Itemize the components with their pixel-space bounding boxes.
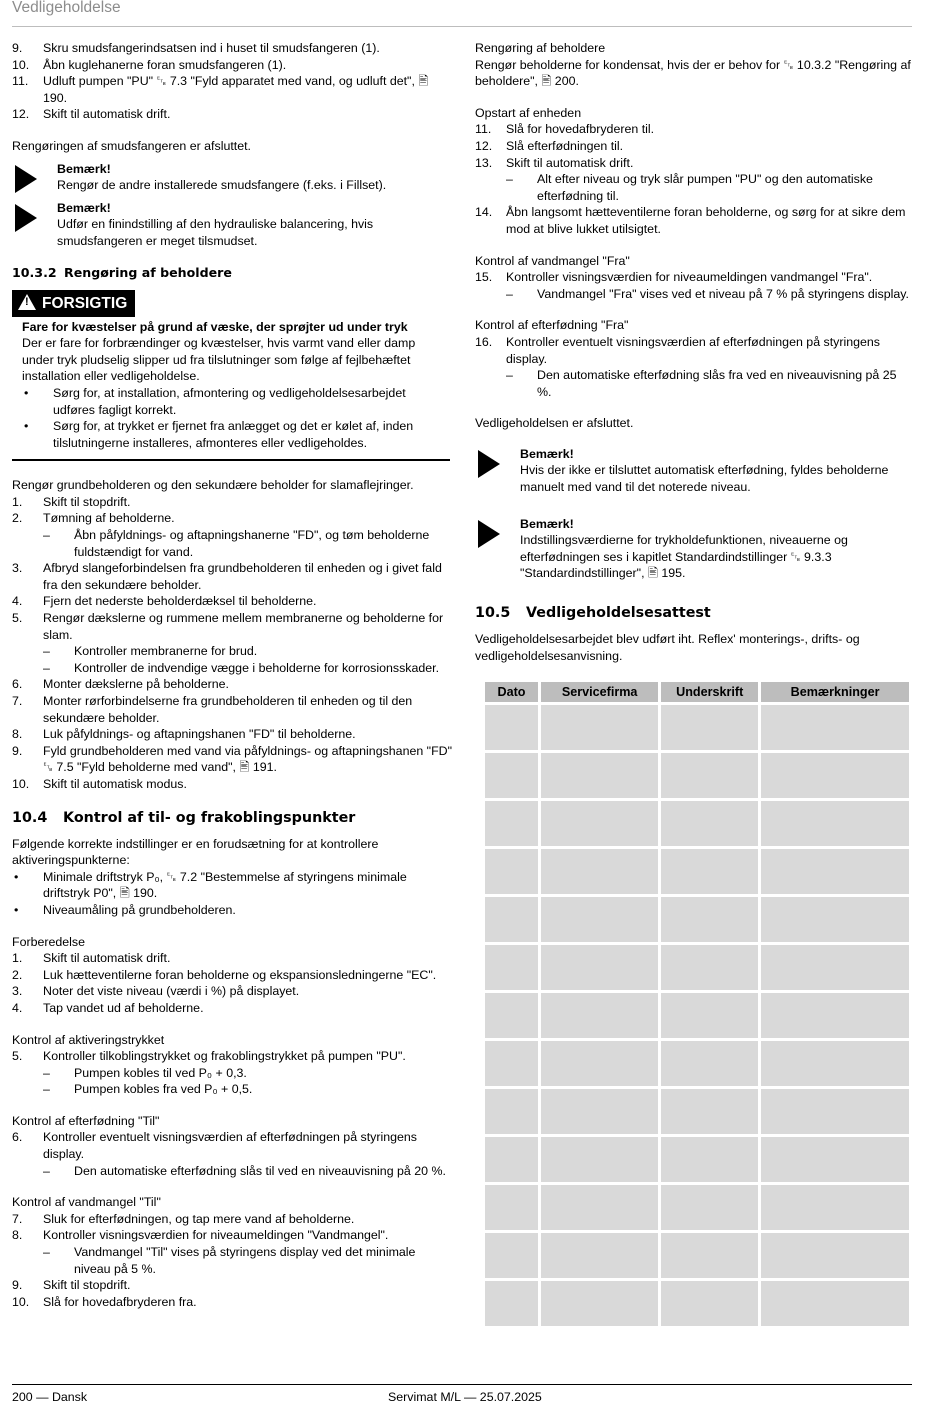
table-cell[interactable] bbox=[661, 1233, 758, 1278]
sub-item-text: Vandmangel "Til" vises på styringens display ved det minimale niveau på 5 %. bbox=[74, 1245, 416, 1276]
step-number: 12. bbox=[12, 107, 30, 122]
table-cell[interactable] bbox=[541, 753, 658, 798]
table-cell[interactable] bbox=[485, 897, 538, 942]
table-cell[interactable] bbox=[541, 897, 658, 942]
spacer bbox=[475, 502, 912, 510]
table-cell[interactable] bbox=[485, 1233, 538, 1278]
table-row bbox=[485, 897, 909, 942]
step-number: 2. bbox=[12, 511, 23, 526]
table-cell[interactable] bbox=[661, 1089, 758, 1134]
step-text: Noter det viste niveau (værdi i %) på displayet. bbox=[43, 984, 300, 999]
sub-list-item bbox=[12, 1163, 452, 1180]
table-cell[interactable] bbox=[485, 1089, 538, 1134]
bullet-text: Sørg for, at trykket er fjernet fra anlægget og det er kølet af, inden tilslutningerne installeres, afmonteres eller vedligeholdes. bbox=[53, 419, 414, 450]
step-number: 5. bbox=[12, 1049, 23, 1064]
step-text: Luk hætteventilerne foran beholderne og ekspansionsledningerne "EC". bbox=[43, 967, 437, 982]
list-item bbox=[12, 494, 452, 511]
sub-list-item bbox=[475, 367, 912, 400]
step-number: 2. bbox=[12, 967, 23, 982]
section-heading-10-3-2 bbox=[12, 264, 452, 282]
subheading: Rengøring af beholdere bbox=[475, 41, 606, 55]
spacer bbox=[12, 461, 452, 469]
list-item bbox=[12, 726, 452, 743]
table-cell[interactable] bbox=[661, 1041, 758, 1086]
table-cell[interactable] bbox=[485, 1041, 538, 1086]
table-cell[interactable] bbox=[541, 1281, 658, 1326]
step-number: 8. bbox=[12, 1228, 23, 1243]
list-item bbox=[12, 560, 452, 593]
step-text: Skift til automatisk modus. bbox=[43, 776, 187, 791]
step-text: Åbn langsomt hætteventilerne foran beholderne, og sørg for at sikre dem mod at blive lukket utilsigtet. bbox=[506, 205, 906, 236]
step-text: Monter rørforbindelserne fra grundbeholderen til enheden og til den sekundære beholder. bbox=[43, 694, 413, 725]
table-cell[interactable] bbox=[485, 1281, 538, 1326]
step-number: 15. bbox=[475, 270, 493, 285]
table-cell[interactable] bbox=[661, 1185, 758, 1230]
step-number: 8. bbox=[12, 727, 23, 742]
step-text: Skift til automatisk drift. bbox=[43, 951, 171, 966]
list-item bbox=[12, 676, 452, 693]
page-footer bbox=[12, 1384, 912, 1404]
step-text: Slå for hovedafbryderen til. bbox=[506, 122, 655, 137]
warning-title: Fare for kvæstelser på grund af væske, der sprøjter ud under tryk bbox=[22, 319, 408, 334]
sub-item-text: Den automatiske efterfødning slås fra ved en niveauvisning på 25 %. bbox=[537, 368, 897, 399]
subheading: Kontrol af efterfødning "Til" bbox=[12, 1113, 160, 1128]
warning-box bbox=[12, 290, 450, 462]
table-cell[interactable] bbox=[761, 1089, 909, 1134]
dash-marker: – bbox=[506, 286, 513, 301]
table-cell[interactable] bbox=[541, 945, 658, 990]
table-cell[interactable] bbox=[485, 945, 538, 990]
spacer bbox=[12, 256, 452, 264]
sub-item-text: Kontroller de indvendige vægge i beholderne for korrosionsskader. bbox=[74, 660, 440, 675]
table-cell[interactable] bbox=[485, 801, 538, 846]
table-cell[interactable] bbox=[541, 1233, 658, 1278]
note-box bbox=[475, 446, 912, 496]
bullet-marker: • bbox=[14, 902, 19, 917]
table-cell[interactable] bbox=[761, 801, 909, 846]
note-arrow-icon bbox=[478, 450, 500, 478]
note-text: Rengør de andre installerede smudsfangere (f.eks. i Fillset). bbox=[57, 178, 387, 193]
sub-list-item bbox=[12, 660, 452, 677]
step-text: Kontroller eventuelt visningsværdien af efterfødningen på styringens display. bbox=[43, 1130, 417, 1162]
section-heading-10-5 bbox=[475, 603, 912, 623]
table-row bbox=[485, 849, 909, 894]
column-header: Dato bbox=[485, 682, 538, 702]
table-cell[interactable] bbox=[761, 1137, 909, 1182]
spacer bbox=[475, 623, 912, 631]
step-text: Kontroller eventuelt visningsværdien af efterfødningen på styringens display. bbox=[506, 334, 880, 366]
spacer bbox=[475, 238, 912, 253]
sub-list-item bbox=[12, 527, 452, 560]
sub-item-text: Kontroller membranerne for brud. bbox=[74, 644, 258, 659]
table-cell[interactable] bbox=[761, 993, 909, 1038]
note-box bbox=[475, 516, 912, 582]
step-text: Slå for hovedafbryderen fra. bbox=[43, 1294, 197, 1309]
warning-text: Der er fare for forbrændinger og kvæstelser, hvis varmt vand eller damp under tryk pludselig slipper ud fra tilslutninger som følge af fejlbehæftet installation eller vedligeholdelse. bbox=[22, 336, 416, 384]
footer-doc-date: Servimat M/L — 25.07.2025 bbox=[388, 1390, 542, 1404]
dash-marker: – bbox=[43, 644, 50, 659]
step-text: Skift til stopdrift. bbox=[43, 1278, 131, 1293]
step-text: Skift til stopdrift. bbox=[43, 494, 131, 509]
bullet-text: Niveaumåling på grundbeholderen. bbox=[43, 902, 236, 917]
note-title: Bemærk! bbox=[520, 446, 574, 461]
step-number: 13. bbox=[475, 155, 493, 170]
step-number: 6. bbox=[12, 1130, 23, 1145]
step-text: Afbryd slangeforbindelsen fra grundbeholderen til enheden og i givet fald fra den sekundære beholder. bbox=[43, 561, 442, 592]
footer-page-lang: 200 — Dansk bbox=[12, 1390, 88, 1404]
list-item bbox=[12, 1211, 452, 1228]
step-number: 1. bbox=[12, 494, 23, 509]
note-box bbox=[12, 161, 452, 194]
column-header: Servicefirma bbox=[541, 682, 658, 702]
note-box bbox=[12, 200, 452, 250]
bullet-item bbox=[12, 902, 452, 919]
table-cell[interactable] bbox=[661, 705, 758, 750]
sub-list-item bbox=[12, 1081, 452, 1098]
table-cell[interactable] bbox=[541, 1089, 658, 1134]
left-column bbox=[12, 40, 452, 1310]
step-text: Udluft pumpen "PU" ␗ 7.3 "Fyld apparatet med vand, og udluft det", 🖹 190. bbox=[43, 74, 429, 105]
step-text: Sluk for efterfødningen, og tap mere vand af beholderne. bbox=[43, 1211, 355, 1226]
spacer bbox=[12, 1017, 452, 1032]
spacer bbox=[475, 400, 912, 415]
note-arrow-icon bbox=[15, 204, 37, 232]
section-number: 10.5 bbox=[475, 605, 511, 622]
step-text: Kontroller visningsværdien for niveaumeldingen "Vandmangel". bbox=[43, 1228, 389, 1243]
list-item bbox=[12, 510, 452, 527]
section-title: Kontrol af til- og frakoblingspunkter bbox=[63, 809, 356, 826]
table-row bbox=[485, 753, 909, 798]
list-item bbox=[12, 40, 452, 57]
sub-item-text: Pumpen kobles fra ved P₀ + 0,5. bbox=[74, 1082, 253, 1097]
step-number: 9. bbox=[12, 1278, 23, 1293]
list-item bbox=[12, 1048, 452, 1065]
list-item bbox=[12, 1227, 452, 1244]
sub-item-text: Pumpen kobles til ved P₀ + 0,3. bbox=[74, 1065, 247, 1080]
sub-item-text: Alt efter niveau og tryk slår pumpen "PU" og den automatiske efterfødning til. bbox=[537, 172, 873, 203]
table-cell[interactable] bbox=[761, 753, 909, 798]
right-column bbox=[475, 40, 912, 1329]
warning-label bbox=[12, 290, 135, 317]
list-item bbox=[12, 1277, 452, 1294]
list-item bbox=[475, 269, 912, 286]
list-item bbox=[12, 57, 452, 74]
table-cell[interactable] bbox=[761, 1281, 909, 1326]
step-text: Kontroller tilkoblingstrykket og frakoblingstrykket på pumpen "PU". bbox=[43, 1049, 406, 1064]
step-number: 5. bbox=[12, 611, 23, 626]
sub-item-text: Den automatiske efterfødning slås til ved en niveauvisning på 20 %. bbox=[74, 1163, 446, 1178]
table-cell[interactable] bbox=[661, 897, 758, 942]
note-arrow-icon bbox=[15, 165, 37, 193]
table-cell[interactable] bbox=[761, 849, 909, 894]
step-number: 10. bbox=[12, 57, 30, 72]
step-number: 7. bbox=[12, 694, 23, 708]
table-row bbox=[485, 1281, 909, 1326]
subheading: Kontrol af vandmangel "Fra" bbox=[475, 253, 630, 268]
note-title: Bemærk! bbox=[57, 161, 111, 176]
table-cell[interactable] bbox=[485, 1185, 538, 1230]
bullet-marker: • bbox=[14, 869, 19, 884]
spacer bbox=[12, 469, 452, 477]
intro-text: Følgende korrekte indstillinger er en forudsætning for at kontrollere aktiveringspunkterne: bbox=[12, 836, 379, 868]
table-cell[interactable] bbox=[661, 1137, 758, 1182]
section-title: Vedligeholdelsesattest bbox=[526, 605, 711, 622]
dash-marker: – bbox=[506, 172, 513, 187]
section-heading-10-4 bbox=[12, 808, 452, 828]
step-number: 7. bbox=[12, 1211, 23, 1226]
list-item bbox=[475, 334, 912, 367]
step-number: 4. bbox=[12, 1000, 23, 1015]
table-cell[interactable] bbox=[661, 801, 758, 846]
table-header-row bbox=[485, 682, 909, 702]
table-cell[interactable] bbox=[661, 753, 758, 798]
spacer bbox=[12, 793, 452, 808]
table-cell[interactable] bbox=[485, 849, 538, 894]
dash-marker: – bbox=[506, 368, 513, 383]
note-text: Udfør en finindstilling af den hydrauliske balancering, hvis smudsfangeren er meget tilsmudset. bbox=[57, 217, 374, 248]
subheading: Kontrol af aktiveringstrykket bbox=[12, 1032, 165, 1047]
list-item bbox=[12, 776, 452, 793]
spacer bbox=[12, 123, 452, 138]
list-item bbox=[12, 1000, 452, 1017]
table-cell[interactable] bbox=[541, 1137, 658, 1182]
note-text: Hvis der ikke er tilsluttet automatisk efterfødning, fyldes beholderne manuelt med vand til det noterede niveau. bbox=[520, 463, 889, 495]
table-cell[interactable] bbox=[541, 801, 658, 846]
note-title: Bemærk! bbox=[520, 516, 574, 531]
list-item bbox=[12, 950, 452, 967]
note-text: Indstillingsværdierne for trykholdefunktionen, niveauerne og efterfødningen ses i kapitlet Standardindstillinger ␗ 9.3.3 "Standardindstillinger", 🖹 195. bbox=[520, 533, 848, 581]
list-item bbox=[12, 693, 452, 726]
table-row bbox=[485, 945, 909, 990]
list-item bbox=[12, 967, 452, 984]
section-number: 10.4 bbox=[12, 809, 48, 826]
page-header bbox=[12, 0, 912, 27]
step-text: Åbn kuglehanerne foran smudsfangeren (1). bbox=[43, 57, 287, 72]
bullet-text: Sørg for, at installation, afmontering og vedligeholdelsesarbejdet udføres fagligt korrekt. bbox=[53, 385, 406, 417]
step-number: 9. bbox=[12, 41, 23, 55]
list-item bbox=[475, 121, 912, 138]
table-cell[interactable] bbox=[661, 945, 758, 990]
table-cell[interactable] bbox=[541, 705, 658, 750]
step-text: Tømning af beholderne. bbox=[43, 511, 175, 526]
service-log-table bbox=[482, 679, 912, 1329]
table-cell[interactable] bbox=[485, 1137, 538, 1182]
step-text: Monter dækslerne på beholderne. bbox=[43, 677, 229, 692]
step-text: Fjern det nederste beholderdæksel til beholderne. bbox=[43, 594, 317, 609]
spacer bbox=[12, 282, 452, 290]
list-item bbox=[475, 138, 912, 155]
subheading: Kontrol af efterfødning "Fra" bbox=[475, 318, 629, 333]
list-item bbox=[12, 1129, 452, 1162]
warning-bullet bbox=[22, 418, 450, 451]
step-number: 6. bbox=[12, 677, 23, 692]
subheading: Forberedelse bbox=[12, 934, 86, 949]
step-number: 9. bbox=[12, 743, 23, 758]
table-cell[interactable] bbox=[485, 993, 538, 1038]
section-title: Rengøring af beholdere bbox=[64, 264, 232, 280]
paragraph: Rengør beholderne for kondensat, hvis der er behov for ␗ 10.3.2 "Rengøring af beholdere", 🖹 200. bbox=[475, 57, 911, 89]
sub-item-text: Åbn påfyldnings- og aftapningshanerne "FD", og tøm beholderne fuldstændigt for vand. bbox=[74, 528, 430, 559]
warning-bullet bbox=[22, 385, 450, 418]
sub-list-item bbox=[475, 171, 912, 204]
table-cell[interactable] bbox=[761, 705, 909, 750]
subheading: Kontrol af vandmangel "Til" bbox=[12, 1195, 161, 1210]
table-cell[interactable] bbox=[541, 1041, 658, 1086]
table-row bbox=[485, 1137, 909, 1182]
spacer bbox=[475, 664, 912, 679]
dash-marker: – bbox=[43, 528, 50, 543]
table-cell[interactable] bbox=[541, 1185, 658, 1230]
step-number: 11. bbox=[12, 74, 29, 89]
table-cell[interactable] bbox=[661, 1281, 758, 1326]
step-number: 10. bbox=[12, 776, 30, 791]
list-item bbox=[12, 73, 452, 106]
list-item bbox=[12, 1294, 452, 1311]
list-item bbox=[12, 593, 452, 610]
table-cell[interactable] bbox=[541, 993, 658, 1038]
sub-list-item bbox=[475, 286, 912, 303]
subheading: Opstart af enheden bbox=[475, 105, 582, 120]
sub-list-item bbox=[12, 643, 452, 660]
spacer bbox=[12, 828, 452, 836]
step-number: 14. bbox=[475, 205, 493, 220]
table-cell[interactable] bbox=[541, 849, 658, 894]
warning-triangle-icon bbox=[18, 294, 36, 310]
completion-text: Vedligeholdelsen er afsluttet. bbox=[475, 416, 634, 431]
step-number: 3. bbox=[12, 984, 23, 999]
note-arrow-icon bbox=[478, 520, 500, 548]
step-text: Kontroller visningsværdien for niveaumeldingen vandmangel "Fra". bbox=[506, 270, 873, 285]
table-row bbox=[485, 1041, 909, 1086]
dash-marker: – bbox=[43, 1065, 50, 1080]
step-text: Skift til automatisk drift. bbox=[43, 107, 171, 122]
step-text: Luk påfyldnings- og aftapningshanen "FD" til beholderne. bbox=[43, 727, 356, 742]
table-cell[interactable] bbox=[661, 849, 758, 894]
sub-item-text: Vandmangel "Fra" vises ved et niveau på 7 % på styringens display. bbox=[537, 286, 909, 301]
table-row bbox=[485, 1233, 909, 1278]
spacer bbox=[475, 90, 912, 105]
sub-list-item bbox=[12, 1065, 452, 1082]
table-row bbox=[485, 801, 909, 846]
step-text: Skift til automatisk drift. bbox=[506, 155, 634, 170]
table-cell[interactable] bbox=[761, 1233, 909, 1278]
dash-marker: – bbox=[43, 660, 50, 675]
bullet-marker: • bbox=[24, 385, 29, 400]
column-header: Underskrift bbox=[661, 682, 758, 702]
paragraph: Vedligeholdelsesarbejdet blev udført iht. Reflex' monterings-, drifts- og vedligeholdelsesanvisning. bbox=[475, 632, 860, 663]
step-number: 10. bbox=[12, 1294, 30, 1309]
list-item bbox=[475, 155, 912, 172]
completion-text: Rengøringen af smudsfangeren er afsluttet. bbox=[12, 138, 251, 153]
table-row bbox=[485, 1089, 909, 1134]
list-item bbox=[475, 204, 912, 237]
table-cell[interactable] bbox=[661, 993, 758, 1038]
step-text: Rengør dækslerne og rummene mellem membranerne og beholderne for slam. bbox=[43, 611, 444, 642]
step-number: 3. bbox=[12, 561, 23, 576]
table-cell[interactable] bbox=[761, 945, 909, 990]
table-cell[interactable] bbox=[761, 1041, 909, 1086]
step-number: 11. bbox=[475, 122, 492, 137]
spacer bbox=[12, 919, 452, 934]
column-header: Bemærkninger bbox=[761, 682, 909, 702]
list-item bbox=[12, 743, 452, 776]
list-item bbox=[12, 106, 452, 123]
step-number: 16. bbox=[475, 334, 493, 349]
step-text: Tap vandet ud af beholderne. bbox=[43, 1000, 204, 1015]
table-row bbox=[485, 993, 909, 1038]
step-number: 1. bbox=[12, 951, 23, 966]
step-text: Fyld grundbeholderen med vand via påfyldnings- og aftapningshanen "FD" ␗ 7.5 "Fyld beholderne med vand", 🖹 191. bbox=[43, 743, 452, 775]
spacer bbox=[475, 432, 912, 440]
dash-marker: – bbox=[43, 1163, 50, 1178]
header-title: Vedligeholdelse bbox=[12, 0, 121, 16]
step-number: 4. bbox=[12, 594, 23, 609]
step-number: 12. bbox=[475, 138, 493, 153]
bullet-marker: • bbox=[24, 419, 29, 434]
table-row bbox=[485, 705, 909, 750]
section-number: 10.3.2 bbox=[12, 264, 57, 280]
table-cell[interactable] bbox=[485, 753, 538, 798]
warning-label-text: FORSIGTIG bbox=[42, 294, 128, 312]
table-row bbox=[485, 1185, 909, 1230]
sub-list-item bbox=[12, 1244, 452, 1277]
note-title: Bemærk! bbox=[57, 200, 111, 215]
list-item bbox=[12, 610, 452, 643]
table-cell[interactable] bbox=[761, 897, 909, 942]
bullet-item bbox=[12, 869, 452, 902]
table-cell[interactable] bbox=[761, 1185, 909, 1230]
step-text: Slå efterfødningen til. bbox=[506, 138, 624, 153]
table-cell[interactable] bbox=[485, 705, 538, 750]
spacer bbox=[12, 1098, 452, 1113]
spacer bbox=[475, 588, 912, 603]
dash-marker: – bbox=[43, 1082, 50, 1097]
intro-text: Rengør grundbeholderen og den sekundære beholder for slamaflejringer. bbox=[12, 478, 414, 493]
spacer bbox=[12, 1179, 452, 1194]
list-item bbox=[12, 983, 452, 1000]
bullet-text: Minimale driftstryk P₀, ␗ 7.2 "Bestemmelse af styringens minimale driftstryk P0", 🖹 190. bbox=[43, 869, 407, 901]
step-text: Skru smudsfangerindsatsen ind i huset til smudsfangeren (1). bbox=[43, 41, 380, 55]
spacer bbox=[475, 302, 912, 317]
dash-marker: – bbox=[43, 1245, 50, 1260]
